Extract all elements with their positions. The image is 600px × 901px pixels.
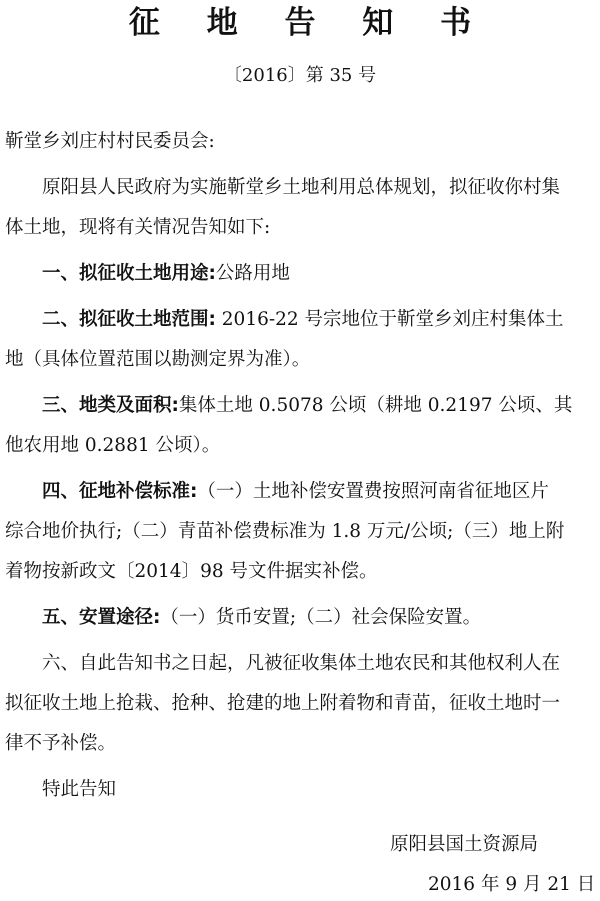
recipient-line: 靳堂乡刘庄村村民委员会: [5, 131, 215, 152]
document-number: 〔2016〕第 35 号 [223, 65, 377, 86]
signature-date: 2016 年 9 月 21 日 [428, 874, 596, 895]
item-6-line-2: 拟征收土地上抢栽、抢种、抢建的地上附着物和青苗，征收土地时一 [5, 693, 561, 714]
item-6-line-3: 律不予补偿。 [5, 733, 117, 754]
item-4-label: 四、征地补偿标准: [42, 481, 198, 502]
item-2-text-1: 2016-22 号宗地位于靳堂乡刘庄村集体土 [215, 309, 564, 330]
item-5-label: 五、安置途径: [42, 607, 161, 628]
item-6-line-1: 六、自此告知书之日起，凡被征收集体土地农民和其他权利人在 [42, 653, 561, 674]
intro-line-2: 体土地，现将有关情况告知如下: [5, 217, 271, 238]
item-1 [5, 254, 597, 294]
item-3-text-1: 集体土地 0.5078 公顷（耕地 0.2197 公顷、其 [178, 395, 573, 416]
item-2-line-2: 地（具体位置范围以勘测定界为准）。 [5, 349, 311, 370]
item-4-text-1: （一）土地补偿安置费按照河南省征地区片 [197, 481, 549, 502]
item-5 [5, 598, 597, 638]
item-5-text: （一）货币安置;（二）社会保险安置。 [160, 607, 482, 628]
item-1-text: 公路用地 [215, 263, 290, 284]
item-4-line-3: 着物按新政文〔2014〕98 号文件据实补偿。 [5, 561, 378, 582]
item-3-label: 三、地类及面积: [42, 395, 179, 416]
item-2-line-1 [5, 300, 597, 340]
item-4-line-1 [5, 472, 597, 512]
item-4-line-2: 综合地价执行;（二）青苗补偿费标准为 1.8 万元/公顷;（三）地上附 [5, 521, 565, 542]
document-body [5, 122, 597, 810]
intro-line-1: 原阳县人民政府为实施靳堂乡土地利用总体规划，拟征收你村集 [42, 177, 561, 198]
document-title: 征 地 告 知 书 [128, 5, 490, 41]
item-1-label: 一、拟征收土地用途: [42, 263, 216, 284]
signature-organization: 原阳县国土资源局 [390, 834, 539, 855]
item-3-line-2: 他农用地 0.2881 公顷）。 [5, 435, 221, 456]
item-2-label: 二、拟征收土地范围: [42, 309, 216, 330]
closing-line: 特此告知 [42, 779, 117, 800]
item-3-line-1 [5, 386, 597, 426]
